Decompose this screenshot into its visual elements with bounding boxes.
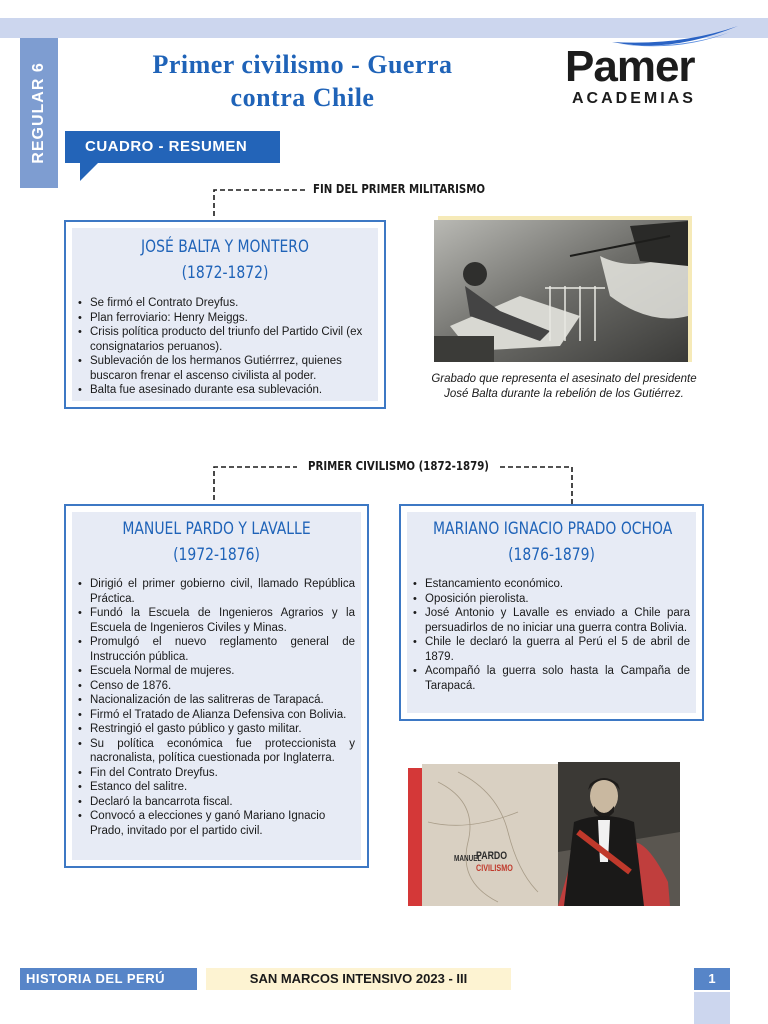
logo-word: Pamer bbox=[565, 42, 695, 91]
title-line-2: contra Chile bbox=[230, 83, 375, 112]
list-item: • Sublevación de los hermanos Gutiérrrez, quienes buscaron frenar el ascenso civilista al poder. bbox=[72, 354, 372, 383]
list-item: • Declaró la bancarrota fiscal. bbox=[72, 795, 355, 810]
footer-subject: HISTORIA DEL PERÚ bbox=[20, 968, 197, 990]
section2-label: PRIMER CIVILISMO (1872-1879) bbox=[308, 459, 489, 473]
list-item: • Oposición pierolista. bbox=[407, 592, 690, 607]
list-item: • Convocó a elecciones y ganó Mariano Ignacio Prado, invitado por el partido civil. bbox=[72, 809, 355, 838]
list-item: • Censo de 1876. bbox=[72, 679, 355, 694]
side-tab-label: REGULAR 6 bbox=[30, 62, 47, 164]
engraving-caption: Grabado que representa el asesinato del presidente José Balta durante la rebelión de los Gutiérrez. bbox=[431, 373, 697, 400]
page-number: 1 bbox=[694, 968, 730, 990]
title-line-1: Primer civilismo - Guerra bbox=[152, 50, 453, 79]
poster-big-text: PARDO bbox=[476, 850, 508, 862]
list-item: • Chile le declaró la guerra al Perú el 5 de abril de 1879. bbox=[407, 635, 690, 664]
list-item: • José Antonio y Lavalle es enviado a Chile para persuadirlos de no iniciar una guerra contra Bolivia. bbox=[407, 606, 690, 635]
footer-strip bbox=[694, 992, 730, 1024]
list-item: • Fundó la Escuela de Ingenieros Agrarios y la Escuela de Ingenieros Civiles y Minas. bbox=[72, 606, 355, 635]
balta-list bbox=[72, 296, 378, 398]
balta-engraving-image bbox=[430, 216, 692, 364]
list-item: • Fin del Contrato Dreyfus. bbox=[72, 766, 355, 781]
poster-small-text: MANUEL bbox=[454, 854, 482, 863]
balta-years: (1872-1872) bbox=[181, 263, 269, 283]
section-ribbon: CUADRO - RESUMEN bbox=[65, 131, 280, 163]
pardo-card-inner bbox=[72, 512, 361, 860]
footer-course: SAN MARCOS INTENSIVO 2023 - III bbox=[206, 968, 511, 990]
list-item: • Estancamiento económico. bbox=[407, 577, 690, 592]
list-item: • Balta fue asesinado durante esa sublevación. bbox=[72, 383, 372, 398]
list-item: • Plan ferroviario: Henry Meiggs. bbox=[72, 311, 372, 326]
logo-subtitle: ACADEMIAS bbox=[572, 90, 696, 107]
list-item: • Estanco del salitre. bbox=[72, 780, 355, 795]
pardo-list bbox=[72, 577, 361, 838]
list-item: • Crisis política producto del triunfo del Partido Civil (ex consignatarios peruanos). bbox=[72, 325, 372, 354]
prado-card-inner bbox=[407, 512, 696, 713]
prado-list bbox=[407, 577, 696, 693]
list-item: • Restringió el gasto público y gasto militar. bbox=[72, 722, 355, 737]
balta-card bbox=[64, 220, 386, 409]
section1-label: FIN DEL PRIMER MILITARISMO bbox=[313, 182, 486, 196]
list-item: • Dirigió el primer gobierno civil, llamado República Práctica. bbox=[72, 577, 355, 606]
list-item: • Firmó el Tratado de Alianza Defensiva con Bolivia. bbox=[72, 708, 355, 723]
poster-graphic bbox=[408, 762, 683, 910]
list-item: • Su política económica fue proteccionista y nacronalista, política cuestionada por Inglaterra. bbox=[72, 737, 355, 766]
poster-sub-text: CIVILISMO bbox=[476, 863, 513, 873]
list-item: • Se firmó el Contrato Dreyfus. bbox=[72, 296, 372, 311]
balta-name: JOSÉ BALTA Y MONTERO bbox=[141, 237, 309, 257]
list-item: • Nacionalización de las salitreras de Tarapacá. bbox=[72, 693, 355, 708]
pardo-poster-image bbox=[408, 762, 683, 910]
pardo-card bbox=[64, 504, 369, 868]
prado-name: MARIANO IGNACIO PRADO OCHOA bbox=[433, 519, 673, 539]
prado-years: (1876-1879) bbox=[508, 545, 595, 565]
pardo-years: (1972-1876) bbox=[173, 545, 260, 565]
pardo-name: MANUEL PARDO Y LAVALLE bbox=[122, 519, 311, 539]
list-item: • Acompañó la guerra solo hasta la Campaña de Tarapacá. bbox=[407, 664, 690, 693]
list-item: • Escuela Normal de mujeres. bbox=[72, 664, 355, 679]
balta-card-inner bbox=[72, 228, 378, 401]
prado-card bbox=[399, 504, 704, 721]
list-item: • Promulgó el nuevo reglamento general de Instrucción pública. bbox=[72, 635, 355, 664]
